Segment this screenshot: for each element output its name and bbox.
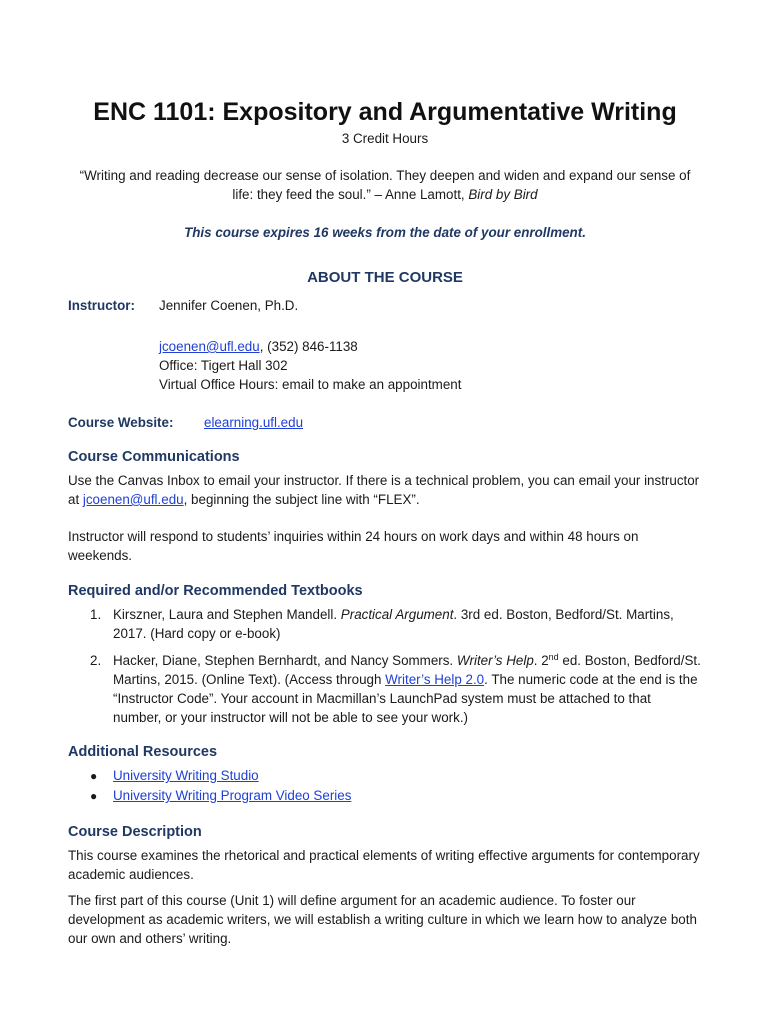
communications-heading: Course Communications xyxy=(68,449,240,465)
textbooks-heading: Required and/or Recommended Textbooks xyxy=(68,583,363,599)
office-hours: Virtual Office Hours: email to make an appointment xyxy=(159,377,462,392)
communications-paragraph-1 xyxy=(68,471,702,509)
textbook-access-note: . The numeric code at the end is the “Instructor Code”. Your account in Macmillan’s LaunchPad system must be attached to that number, or your instructor will not be able to see your work.) xyxy=(113,672,698,725)
description-heading: Course Description xyxy=(68,824,202,840)
video-series-link[interactable]: University Writing Program Video Series xyxy=(113,788,352,803)
instructor-phone: , (352) 846-1138 xyxy=(259,339,358,354)
textbook-authors: Kirszner, Laura and Stephen Mandell. xyxy=(113,607,341,622)
description-section xyxy=(68,823,702,948)
resources-list xyxy=(68,766,702,806)
edition-superscript: nd xyxy=(548,652,559,662)
instructor-contact xyxy=(159,337,461,394)
about-heading: ABOUT THE COURSE xyxy=(307,269,463,286)
communications-text: Use the Canvas Inbox to email your instructor. If there is a technical problem, you can email your instructor at xyxy=(68,473,700,507)
instructor-email-link[interactable]: jcoenen@ufl.edu xyxy=(159,339,260,354)
course-website-link[interactable]: elearning.ufl.edu xyxy=(204,415,304,430)
instructor-label: Instructor: xyxy=(68,298,135,313)
quote-text: “Writing and reading decrease our sense of isolation. They deepen and widen and expand our sense of life: they feed the soul.” – Anne Lamott, xyxy=(79,168,691,202)
list-number: 2. xyxy=(90,653,102,668)
list-item xyxy=(68,766,702,786)
resources-heading: Additional Resources xyxy=(68,744,218,760)
communications-text-end: , beginning the subject line with “FLEX”. xyxy=(183,492,420,507)
list-number: 1. xyxy=(90,607,102,622)
description-paragraph-2: The first part of this course (Unit 1) will define argument for an academic audience. To foster our development as academic writers, we will establish a writing culture in which we learn how to analyze both our own and others’ writing. xyxy=(68,893,697,946)
list-item xyxy=(68,786,702,806)
instructor-name: Jennifer Coenen, Ph.D. xyxy=(159,298,299,313)
expiry-notice: This course expires 16 weeks from the date of your enrollment. xyxy=(184,225,586,240)
textbook-item xyxy=(68,605,702,643)
communications-paragraph-2: Instructor will respond to students’ inquiries within 24 hours on work days and within 48 hours on weekends. xyxy=(68,529,639,563)
textbook-details: ed. Boston, Bedford/St. Martins, 2015. (Online Text). (Access through xyxy=(113,653,701,687)
textbook-authors: Hacker, Diane, Stephen Bernhardt, and Nancy Sommers. xyxy=(113,653,457,668)
epigraph-quote xyxy=(68,166,702,204)
textbook-title: Practical Argument xyxy=(340,607,454,622)
writers-help-link[interactable]: Writer’s Help 2.0 xyxy=(385,672,485,687)
textbooks-section xyxy=(68,582,702,727)
credit-hours: 3 Credit Hours xyxy=(341,131,429,146)
description-paragraph-1: This course examines the rhetorical and practical elements of writing effective arguments for contemporary academic audiences. xyxy=(68,848,700,882)
email-phone-line xyxy=(159,337,461,356)
quote-book-title: Bird by Bird xyxy=(468,187,538,202)
resources-section xyxy=(68,743,702,806)
page-title: ENC 1101: Expository and Argumentative Writing xyxy=(93,98,677,126)
office-location: Office: Tigert Hall 302 xyxy=(159,358,288,373)
textbook-list xyxy=(68,605,702,727)
communications-section xyxy=(68,448,702,565)
textbook-edition: . 2 xyxy=(533,653,549,668)
writing-studio-link[interactable]: University Writing Studio xyxy=(113,768,259,783)
communications-email-link[interactable]: jcoenen@ufl.edu xyxy=(82,492,184,507)
course-website-label: Course Website: xyxy=(68,415,174,430)
textbook-title: Writer’s Help xyxy=(456,653,534,668)
bullet-icon: ● xyxy=(90,769,98,783)
bullet-icon: ● xyxy=(90,789,98,803)
textbook-item xyxy=(68,651,702,727)
textbook-details: . 3rd ed. Boston, Bedford/St. Martins, 2017. (Hard copy or e-book) xyxy=(113,607,674,641)
